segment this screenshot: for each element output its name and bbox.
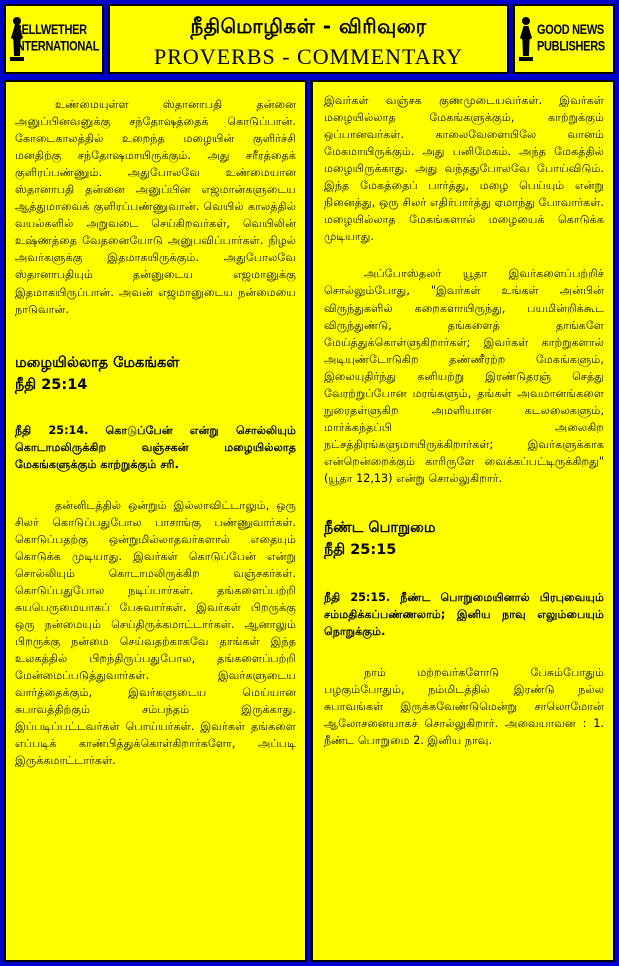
section-heading-reference: நீதி 25:15: [324, 542, 397, 559]
shepherd-figure-icon: [519, 17, 533, 61]
left-paragraph-1: உண்மையுள்ள ஸ்தானாபதி தன்னை அனுப்பினவனுக்கு சந்தோஷத்தைக் கொடுப்பான். கோடைகாலத்தில் உறைந்த மழையின் குளிர்ச்சி மனதிற்கு சந்தோஷமாயிருக்கும். அது சரீரத்தைக் குளிரப்பண்ணும். அதுபோலவே உண்மையான ஸ்தானாபதி தன்னை அனுப்பின எஜமான்களுடைய ஆத்துமாவைக் குளிரப்பண்ணுவான். வெயில் காலத்தில் வயல்களில் அறுவடை செய்கிறவர்கள், வெயிலின் உஷ்ணத்தை வேதனையோடு அனுபவிப்பார்கள். நிழல் அவர்களுக்கு இதமாகயிருக்கும். அதுபோலவே ஸ்தானாபதியும் தன்னுடைய எஜமானுக்கு இதமாகயிருப்பான். அவன் எஜமானுடைய நன்மையை நாடுவான்.: [15, 98, 296, 316]
title-banner: [108, 4, 509, 74]
right-paragraph-3: நாம் மற்றவர்களோடு பேசும்போதும் பழகும்போதும், நம்மிடத்தில் இரண்டு நல்ல சுபாவங்கள் இருக்கவேண்டுமென்று சாலொமோன் ஆலோசனையாகச் சொல்லுகிறார். அவையாவன : 1. நீண்ட பொறுமை 2. இனிய நாவு.: [324, 666, 604, 748]
right-paragraph-2: அப்போஸ்தலர் யூதா இவர்களைப்பற்றிச் சொல்லும்போது, "இவர்கள் உங்கள் அன்பின் விருந்துகளில் கறைகளாயிருந்து, பயமின்றிக்கூட விருந்துண்டு, தங்களைத் தாங்களே மேய்த்துக்கொள்ளுகிறார்கள்; இவர்கள் காற்றுகளால் அடியுண்டோடுகிற தண்ணீரற்ற மேகங்களும், இலையுதிர்ந்து கனியற்று இரண்டுதரஞ் செத்து வேரற்றுப்போன மரங்களும், தங்கள் அவமானங்களை நுரைதள்ளுகிற அமளியான கடலலைகளும், மார்க்கந்தப்பி அலைகிற நட்சத்திரங்களுமாயிருக்கிறார்கள்; இவர்களுக்காக என்றென்றைக்கும் காரிருளே வைக்கப்பட்டிருக்கிறது" (யூதா 12,13) என்று சொல்லுகிறார்.: [324, 267, 604, 485]
section-heading-title: நீண்ட பொறுமை: [324, 520, 436, 537]
right-paragraph-1: இவர்கள் வஞ்சக குணமுடையவர்கள். இவர்கள் மழையில்லாத மேகங்களுக்கும், காற்றுக்கும் ஒப்பானவர்கள். காலைவேளையிலே வானம் மேகமாயிருக்கும். அது பனிமேகம். அந்த மேகத்தில் மழையிருக்காது. அது வந்ததுபோலவே போய்விடும். இந்த மேகத்தைப் பார்த்து, மழை பெய்யும் என்று நினைத்து, ஒரு சிலர் எதிர்பார்த்து ஏமாந்து போவார்கள். மழையில்லாத மேகங்களால் மழையைக் கொடுக்க முடியாது.: [324, 94, 604, 244]
left-logo-line-2: INTERNATIONAL: [14, 39, 100, 54]
title-tamil: நீதிமொழிகள் - விரிவுரை: [190, 14, 427, 38]
verse-25-15: நீதி 25:15. நீண்ட பொறுமையினால் பிரபுவையும் சம்மதிக்கப்பண்ணலாம்; இனிய நாவு எலும்பையும் நொறுக்கும்.: [324, 591, 604, 639]
bellwether-logo: [4, 4, 104, 74]
good-news-logo: [513, 4, 615, 74]
left-logo-line-1: BELLWETHER: [14, 22, 87, 38]
title-english: PROVERBS - COMMENTARY: [154, 44, 463, 69]
left-column: [4, 80, 307, 962]
section-heading-reference: நீதி 25:14: [15, 376, 88, 393]
right-logo-line-1: GOOD NEWS: [537, 22, 604, 38]
left-paragraph-2: தன்னிடத்தில் ஒன்றும் இல்லாவிட்டாலும், ஒரு சிலர் கொடுப்பதுபோல பாசாங்கு பண்ணுவார்கள். கொடுப்பதற்கு ஒன்றுமில்லாதவர்களால் எதையும் கொடுக்க முடியாது. இவர்கள் கொடுப்பேன் என்று சொல்லியும் கொடாமலிருக்கிற வஞ்சகர்கள். கொடுப்பதுபோல நடிப்பார்கள். தங்களைப்பற்றி சுயபெருமையாகப் பேசுவார்கள். இவர்கள் பிறருக்கு ஒரு நன்மையும் செய்திருக்கமாட்டார்கள். ஆனாலும் பிறருக்கு நன்மை செய்வதற்காகவே தாங்கள் இந்த உலகத்தில் பிறந்திருப்பதுபோல, தங்களைப்பற்றி மேன்மைப்படுத்துவார்கள். இவர்களுடைய வார்த்தைக்கும், இவர்களுடைய மெய்யான சுபாவத்திற்கும் சம்பந்தம் இருக்காது. இப்படிப்பட்டவர்கள் பொய்யர்கள். இவர்கள் தங்களை எப்படிக் காண்பித்துக்கொள்கிறார்களோ, அப்படி இருக்கமாட்டார்கள்.: [15, 498, 296, 768]
right-column: [311, 80, 615, 962]
section-heading-title: மழையில்லாத மேகங்கள்: [15, 354, 180, 371]
verse-25-14: நீதி 25:14. கொடுப்பேன் என்று சொல்லியும் கொடாமலிருக்கிற வஞ்சகன் மழையில்லாத மேகங்களுக்கும் காற்றுக்கும் சரி.: [15, 423, 296, 471]
right-logo-line-2: PUBLISHERS: [537, 39, 605, 54]
